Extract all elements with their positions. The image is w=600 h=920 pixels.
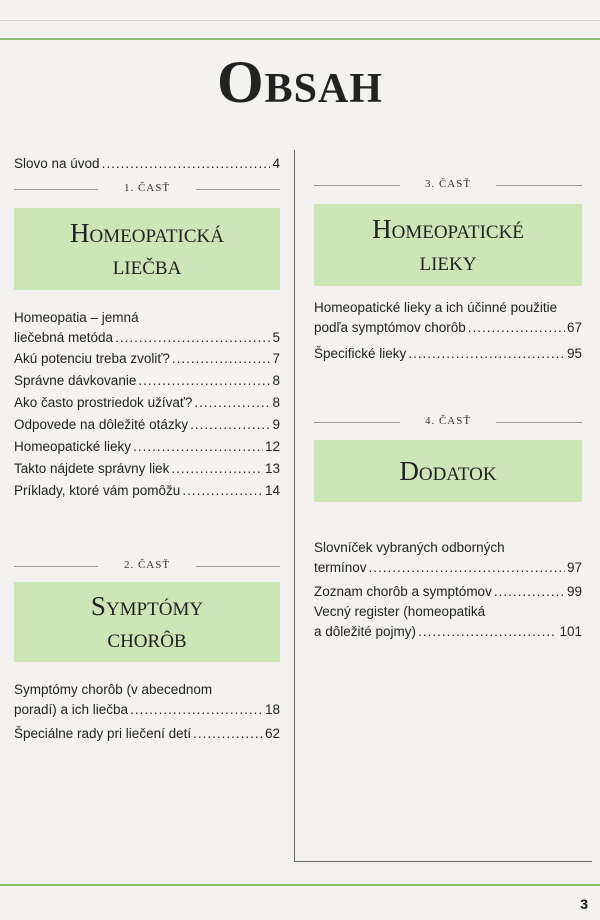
toc-entry[interactable]: Odpovede na dôležité otázky ..... 9 (14, 417, 280, 433)
leader-dots (418, 622, 557, 642)
toc-entry[interactable]: Slovníček vybraných odborných termínov ..... 97 (314, 538, 582, 578)
leader-dots (130, 700, 263, 720)
leader-dots (115, 328, 270, 348)
left-column (14, 150, 280, 750)
toc-entry[interactable]: Akú potenciu treba zvoliť? ..... 7 (14, 351, 280, 367)
toc-entry[interactable]: Správne dávkovanie ..... 8 (14, 373, 280, 389)
column-base-line (294, 861, 592, 862)
leader-dots (468, 318, 565, 338)
leader-dots (138, 373, 270, 389)
part-3-heading: Homeopatické lieky (314, 204, 582, 286)
part-3-line-right (496, 185, 582, 186)
leader-dots (171, 461, 263, 477)
toc-entry[interactable]: Vecný register (homeopatiká a dôležité pojmy) ..... 101 (314, 602, 582, 642)
part-4-label: 4. ČASŤ (424, 415, 472, 427)
toc-entry[interactable]: Homeopatické lieky a ich účinné použitie podľa symptómov chorôb ..... 67 (314, 298, 582, 338)
leader-dots (133, 439, 263, 455)
toc-entry[interactable]: Symptómy chorôb (v abecednom poradí) a ich liečba ..... 18 (14, 680, 280, 720)
part-3-label: 3. ČASŤ (424, 178, 472, 190)
toc-entry[interactable]: Špecifické lieky ..... 95 (314, 346, 582, 362)
right-column (314, 150, 582, 710)
leader-dots (172, 351, 271, 367)
toc-entry[interactable]: Špeciálne rady pri liečení detí ..... 62 (14, 726, 280, 742)
page-title: Obsah (216, 49, 384, 115)
leader-dots (193, 726, 263, 742)
part-4-heading: Dodatok (314, 440, 582, 502)
header-faint-rule (0, 20, 600, 21)
leader-dots (190, 417, 270, 433)
part-2-heading: Symptómy chorôb (14, 582, 280, 662)
header-rule (0, 38, 600, 40)
part-4-line-right (496, 422, 582, 423)
toc-entry[interactable]: Zoznam chorôb a symptómov ..... 99 (314, 584, 582, 600)
toc-entry-intro[interactable]: Slovo na úvod ..... 4 (14, 156, 280, 172)
toc-entry[interactable]: Homeopatické lieky ..... 12 (14, 439, 280, 455)
leader-dots (182, 483, 263, 499)
page-number: 3 (580, 896, 588, 912)
leader-dots (194, 395, 270, 411)
part-1-heading: Homeopatická liečba (14, 208, 280, 290)
leader-dots (102, 156, 271, 172)
toc-entry[interactable]: Príklady, ktoré vám pomôžu ..... 14 (14, 483, 280, 499)
footer-rule (0, 884, 600, 886)
part-2-label: 2. ČASŤ (123, 559, 171, 571)
leader-dots (369, 558, 565, 578)
toc-entry[interactable]: Homeopatia – jemná liečebná metóda ..... 5 (14, 308, 280, 348)
part-1-line-right (196, 189, 280, 190)
toc-entry[interactable]: Ako často prostriedok užívať? ..... 8 (14, 395, 280, 411)
part-2-line-right (196, 566, 280, 567)
column-divider (294, 150, 295, 862)
toc-entry[interactable]: Takto nájdete správny liek ..... 13 (14, 461, 280, 477)
leader-dots (408, 346, 565, 362)
leader-dots (494, 584, 565, 600)
part-1-label: 1. ČASŤ (123, 182, 171, 194)
